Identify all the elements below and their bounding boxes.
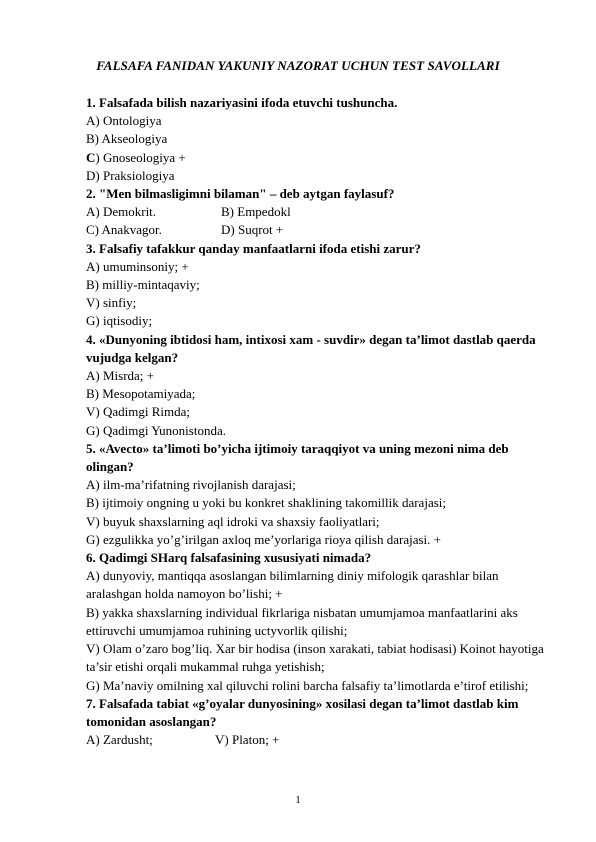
q1-option-c-letter: C (86, 149, 96, 165)
q1-option-a: A) Ontologiya (86, 113, 162, 129)
q5-option-v: V) buyuk shaxslarning aql idroki va shaxsiy faoliyatlari; (86, 513, 380, 529)
q3-option-b: B) milliy-mintaqaviy; (86, 277, 200, 293)
q2-options-row-1 (86, 203, 556, 221)
q3-option-g: G) iqtisodiy; (86, 313, 153, 329)
q5-option-a: A) ilm-ma’rifatning rivojlanish darajasi; (86, 477, 296, 493)
question-1: 1. Falsafada bilish nazariyasini ifoda etuvchi tushuncha. (86, 95, 398, 110)
q1-option-b: B) Akseologiya (86, 131, 168, 147)
question-4: 4. «Dunyoning ibtidosi ham, intixosi xam - suvdir» degan ta’limot dastlab qaerda vujudga kelgan? (86, 331, 536, 365)
question-6: 6. Qadimgi SHarq falsafasining xususiyati nimada? (86, 550, 372, 566)
question-7: 7. Falsafada tabiat «g’oyalar dunyosining» xosilasi degan ta’limot dastlab kim tomonidan asoslangan? (86, 695, 519, 729)
q6-option-b: B) yakka shaxslarning individual fikrlariga nisbatan umumjamoa manfaatlarini aks ettiruvchi umumjamoa ruhining uctyvorlik qilishi; (86, 604, 518, 638)
q2-options-row-2 (86, 221, 556, 239)
q6-option-v: V) Olam o’zaro bog’liq. Xar bir hodisa (inson xarakati, tabiat hodisasi) Koinot hayotiga ta’sir etishi orqali mukammal ruhga yetishish; (86, 641, 544, 675)
q4-option-a: A) Misrda; + (86, 368, 154, 384)
q6-option-g: G) Ma’naviy omilning xal qiluvchi rolini barcha falsafiy ta’limotlarda e’tirof etilishi; (86, 677, 529, 693)
q2-option-a: A) Demokrit. (86, 204, 157, 220)
q3-option-a: A) umuminsoniy; + (86, 258, 189, 274)
q7-option-a: A) Zardusht; (86, 732, 153, 748)
q1-option-d: D) Praksiologiya (86, 167, 175, 183)
question-list (86, 94, 556, 749)
q1-option-c (86, 149, 556, 167)
q1-option-c-text: ) Gnoseologiya + (95, 149, 186, 165)
q7-options-row-1 (86, 731, 556, 749)
q4-option-b: B) Mesopotamiyada; (86, 386, 196, 402)
q4-option-v: V) Qadimgi Rimda; (86, 404, 190, 420)
q5-option-g: G) ezgulikka yo’g’irilgan axloq me’yorlariga rioya qilish darajasi. + (86, 531, 441, 547)
question-2: 2. "Men bilmasligimni bilaman" – deb aytgan faylasuf? (86, 186, 395, 202)
q4-option-g: G) Qadimgi Yunonistonda. (86, 422, 226, 438)
q5-option-b: B) ijtimoiy ongning u yoki bu konkret shaklining takomillik darajasi; (86, 495, 446, 511)
q2-option-d: D) Suqrot + (221, 222, 284, 238)
q3-option-v: V) sinfiy; (86, 295, 137, 311)
q7-option-v: V) Platon; + (215, 732, 280, 748)
q2-option-b: B) Empedokl (221, 204, 291, 220)
page-number: 1 (295, 794, 301, 806)
q2-option-c: C) Anakvagor. (86, 222, 162, 238)
page-title: FALSAFA FANIDAN YAKUNIY NAZORAT UCHUN TEST SAVOLLARI (96, 58, 500, 73)
question-3: 3. Falsafiy tafakkur qanday manfaatlarni ifoda etishi zarur? (86, 240, 421, 256)
question-5: 5. «Avecto» ta’limoti bo’yicha ijtimoiy taraqqiyot va uning mezoni nima deb olingan? (86, 440, 509, 475)
q6-option-a: A) dunyoviy, mantiqqa asoslangan bilimlarning diniy mifologik qarashlar bilan aralashgan holda namoyon bo’lishi; + (86, 568, 499, 602)
